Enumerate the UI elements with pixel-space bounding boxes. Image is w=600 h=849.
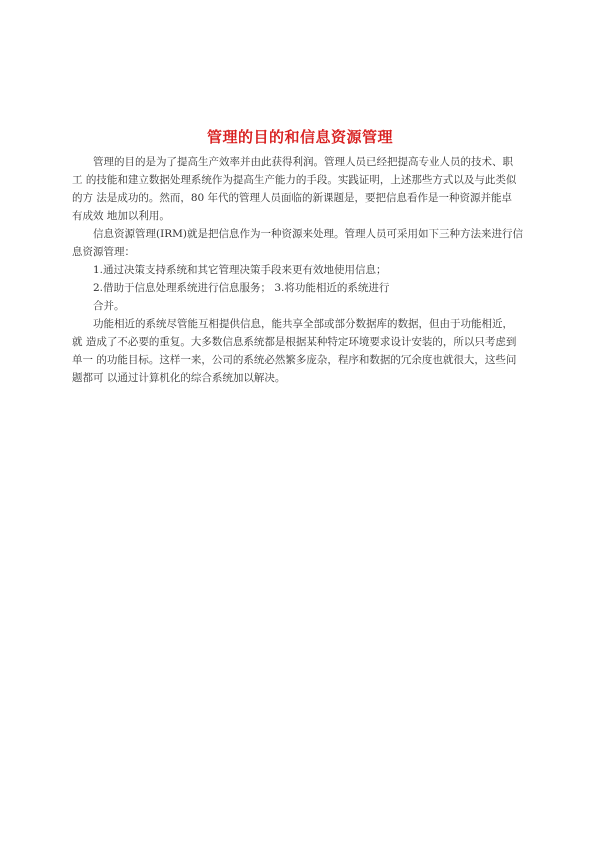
paragraph-3-line-3: 单一 的功能目标。这样一来，公司的系统必然繁多庞杂，程序和数据的冗余度也就很大，这些问 xyxy=(72,354,517,366)
paragraph-1-line-4: 有成效 地加以利用。 xyxy=(72,210,170,222)
list-item-2: 2.借助于信息处理系统进行信息服务； 3.将功能相近的系统进行 xyxy=(93,282,390,294)
paragraph-3-line-2: 就 造成了不必要的重复。大多数信息系统都是根据某种特定环境要求设计安装的，所以只考虑到 xyxy=(72,336,517,348)
paragraph-3-line-4: 题都可 以通过计算机化的综合系统加以解决。 xyxy=(72,372,286,384)
list-item-2-continued: 合并。 xyxy=(93,300,125,312)
document-title: 管理的目的和信息资源管理 xyxy=(206,128,393,146)
paragraph-2-line-2: 息资源管理： xyxy=(72,246,135,258)
list-item-1: 1.通过决策支持系统和其它管理决策手段来更有效地使用信息； xyxy=(93,264,387,276)
paragraph-1-line-3: 的方 法是成功的。然而，80 年代的管理人员面临的新课题是，要把信息看作是一种资源并能卓 xyxy=(72,192,513,204)
paragraph-3-line-1: 功能相近的系统尽管能互相提供信息，能共享全部或部分数据库的数据，但由于功能相近， xyxy=(93,318,513,330)
paragraph-2-line-1: 信息资源管理(IRM)就是把信息作为一种资源来处理。管理人员可采用如下三种方法来进行信 xyxy=(93,228,523,240)
paragraph-1-line-2: 工 的技能和建立数据处理系统作为提高生产能力的手段。实践证明，上述那些方式以及与此类似 xyxy=(72,174,517,186)
paragraph-1-line-1: 管理的目的是为了提高生产效率并由此获得利润。管理人员已经把提高专业人员的技术、职 xyxy=(93,156,513,168)
document-body xyxy=(72,153,534,387)
